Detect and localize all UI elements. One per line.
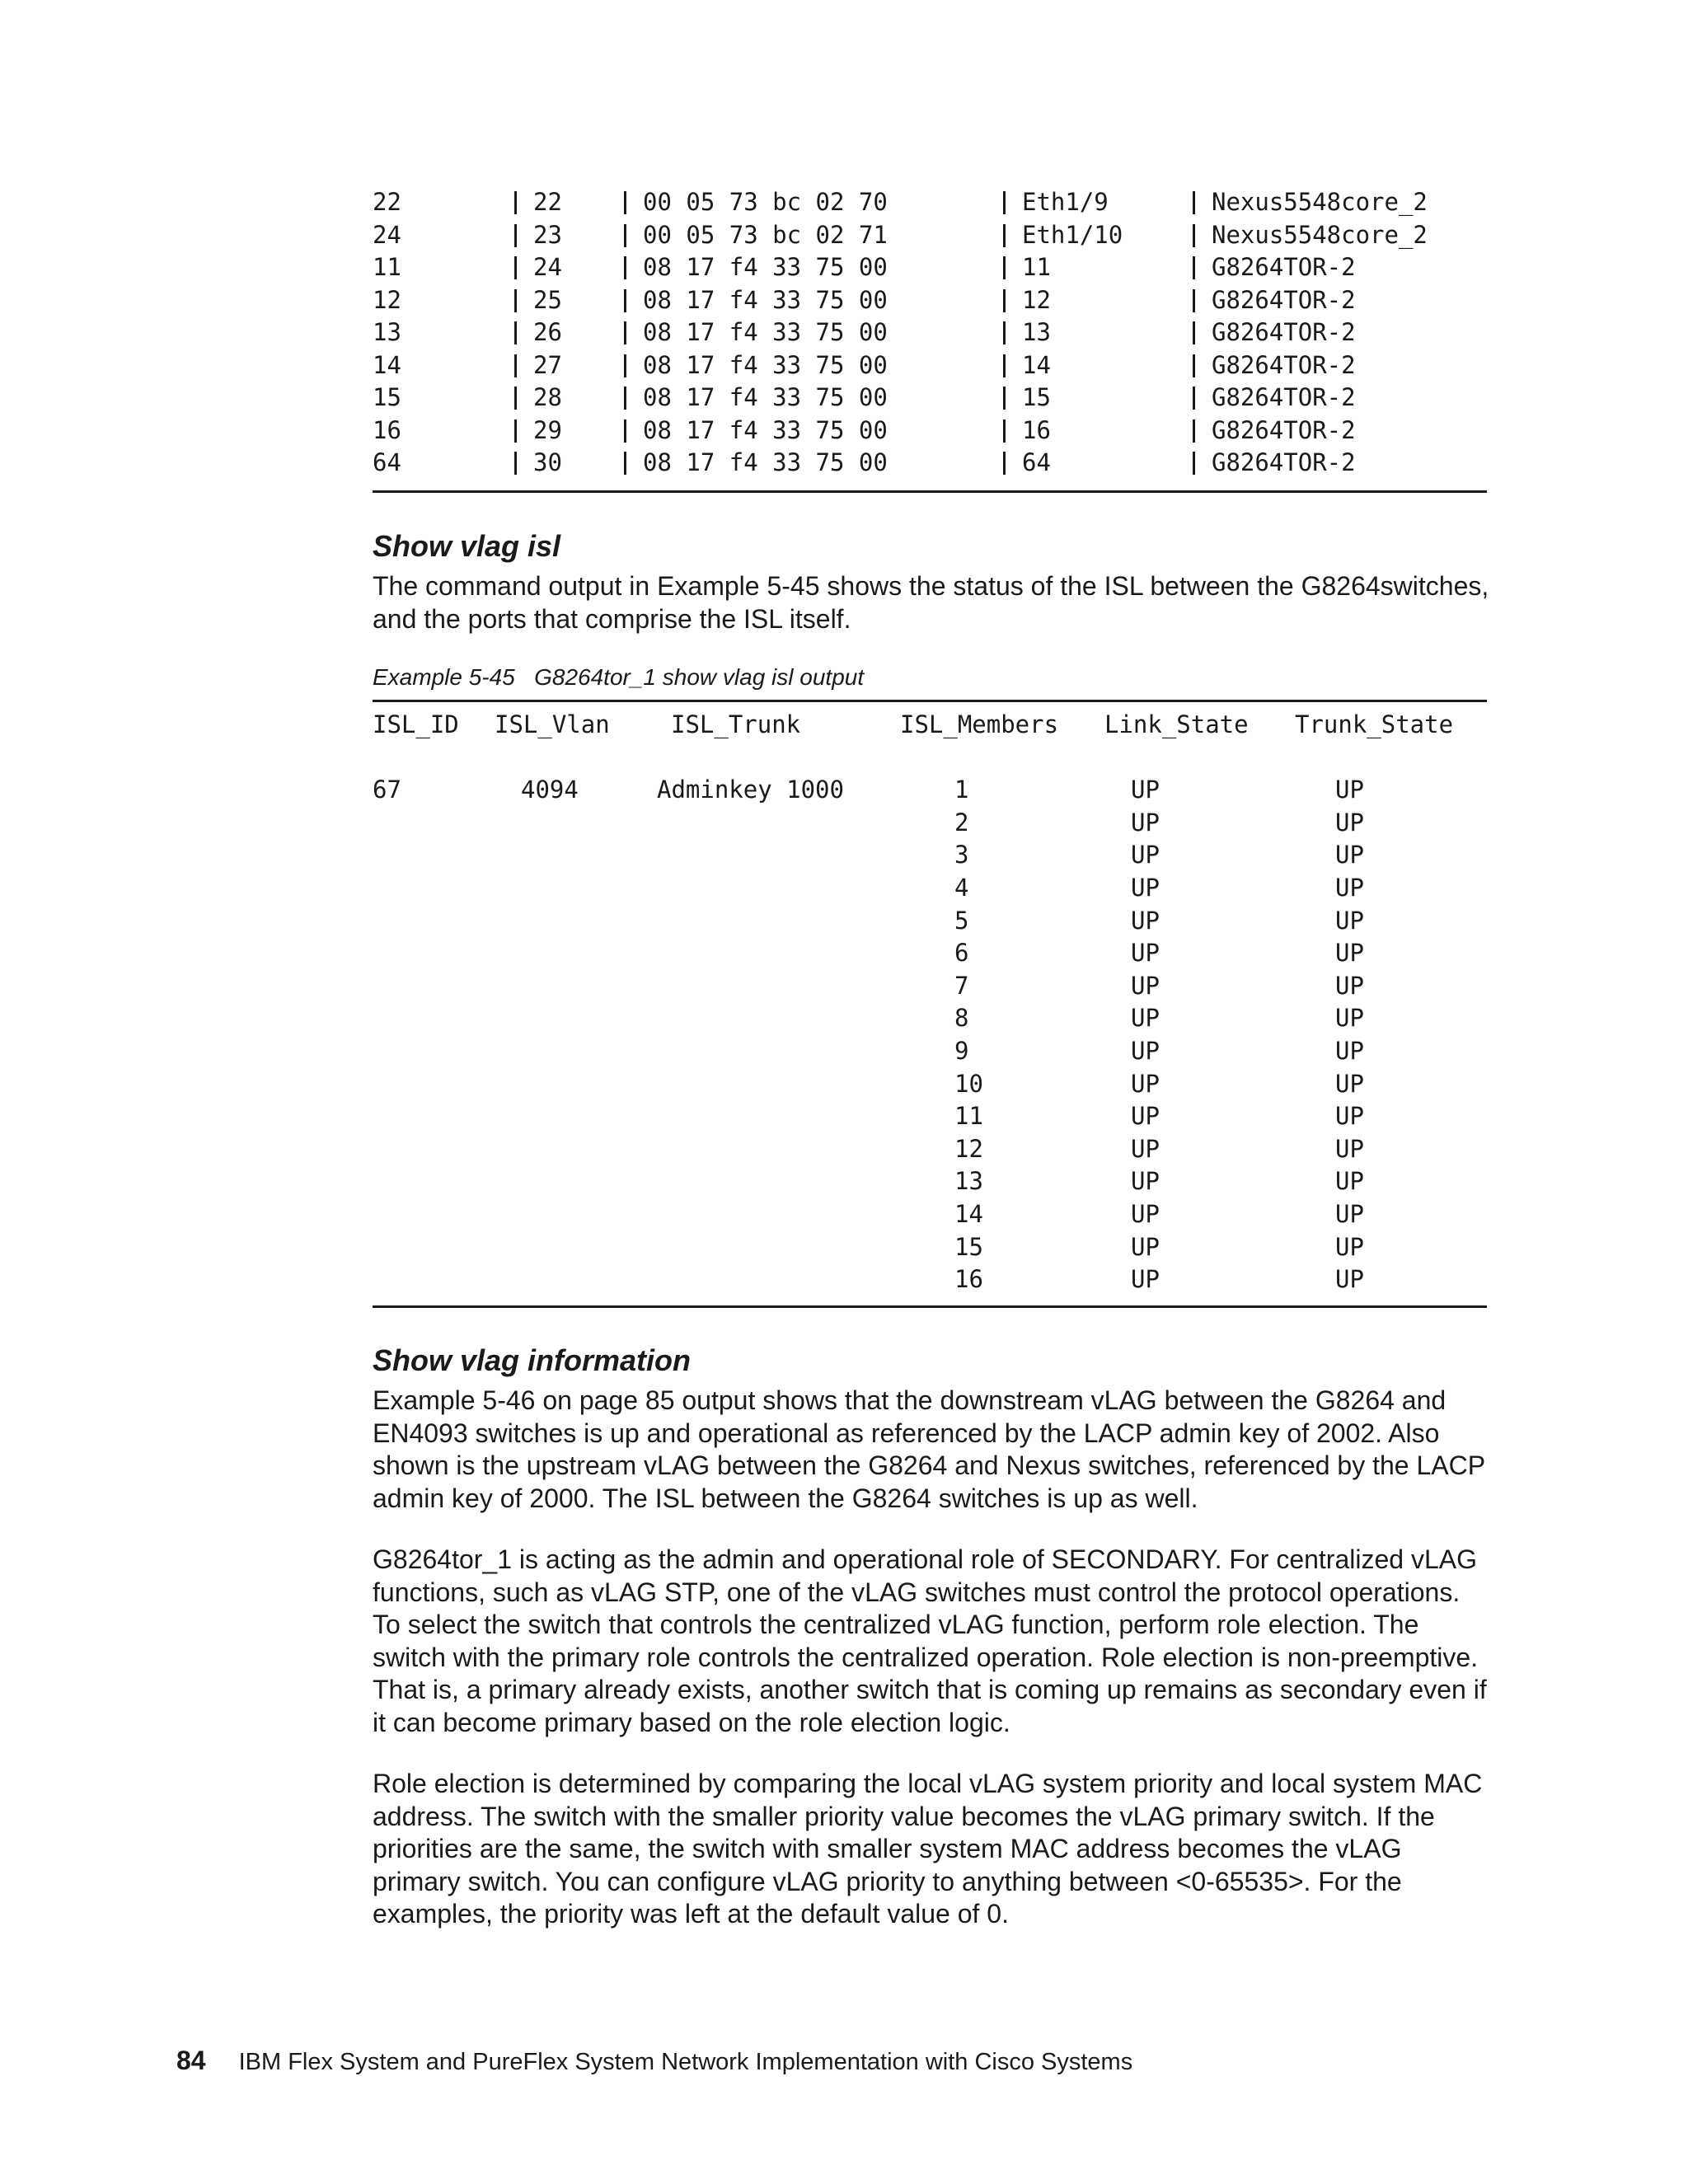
table-cell: Nexus5548core_2: [1212, 220, 1428, 249]
book-title: IBM Flex System and PureFlex System Network Implementation with Cisco Systems: [238, 2049, 1133, 2075]
table-row: [373, 415, 1487, 448]
table-cell: UP: [1335, 1167, 1364, 1196]
table-row: [373, 839, 1487, 872]
table-cell: UP: [1335, 1004, 1364, 1033]
column-header: Trunk_State: [1295, 710, 1454, 738]
table-row: [373, 186, 1487, 219]
table-cell: 12: [954, 1134, 983, 1163]
page-number: 84: [176, 2046, 206, 2075]
table-row: [373, 1068, 1487, 1101]
table-cell: 11: [373, 253, 401, 281]
table-cell: G8264TOR-2: [1212, 253, 1356, 281]
table-cell: UP: [1131, 939, 1160, 968]
table-cell: 13: [373, 318, 401, 346]
table-cell: 08 17 f4 33 75 00: [643, 318, 888, 346]
table-cell: UP: [1335, 1069, 1364, 1098]
table-cell: 16: [373, 415, 401, 444]
continued-table: [373, 186, 1487, 480]
table-cell: 64: [1022, 448, 1051, 476]
table-row: [373, 872, 1487, 905]
table-cell: 4: [954, 873, 969, 902]
table-row: [373, 1198, 1487, 1231]
table-cell: 25: [533, 285, 562, 314]
section-paragraph: G8264tor_1 is acting as the admin and operational role of SECONDARY. For centralized vLAG functions, such as vLAG STP, one of the vLAG switches must control the protocol operations. To select the switch that controls the centralized vLAG function, perform role election. The switch with the primary role controls the centralized operation. Role election is non-preemptive. That is, a primary already exists, another switch that is coming up remains as secondary even if it can become primary based on the role election logic.: [373, 1544, 1487, 1737]
table-cell: 14: [954, 1199, 983, 1228]
table-cell: UP: [1335, 841, 1364, 869]
table-cell: 14: [1022, 350, 1051, 379]
table-cell: 11: [1022, 253, 1051, 281]
table-cell: UP: [1335, 906, 1364, 935]
table-cell: 67: [373, 776, 401, 804]
table-row: [373, 1100, 1487, 1133]
table-row: [373, 1133, 1487, 1166]
table-cell: 29: [533, 415, 562, 444]
table-cell: 00 05 73 bc 02 71: [643, 220, 888, 249]
column-header: ISL_Vlan: [495, 710, 610, 738]
table-cell: 13: [954, 1167, 983, 1196]
table-cell: 64: [373, 448, 401, 476]
table-cell: 28: [533, 383, 562, 411]
table-row: [373, 905, 1487, 938]
table-row: [373, 382, 1487, 415]
table-cell: UP: [1335, 971, 1364, 1000]
table-cell: UP: [1131, 1199, 1160, 1228]
table-cell: 08 17 f4 33 75 00: [643, 350, 888, 379]
table-header-row: [373, 709, 1487, 742]
section-heading-vlag-information: Show vlag information: [373, 1343, 692, 1377]
column-header: ISL_ID: [373, 710, 459, 738]
column-header: Link_State: [1104, 710, 1249, 738]
table-cell: UP: [1335, 939, 1364, 968]
table-cell: UP: [1131, 1134, 1160, 1163]
table-cell: UP: [1131, 1036, 1160, 1065]
table-cell: 3: [954, 841, 969, 869]
table-cell: 12: [373, 285, 401, 314]
section-paragraph: The command output in Example 5-45 shows the status of the ISL between the G8264switches, and the ports that comprise the ISL itself.: [373, 571, 1489, 634]
example-top-rule: [373, 700, 1487, 702]
table-cell: 27: [533, 350, 562, 379]
example-caption: Example 5-45 G8264tor_1 show vlag isl output: [373, 664, 865, 690]
blank-row: [373, 742, 1487, 775]
table-row: [373, 1035, 1487, 1068]
table-row: [373, 349, 1487, 382]
table-cell: G8264TOR-2: [1212, 285, 1356, 314]
table-cell: 00 05 73 bc 02 70: [643, 188, 888, 216]
table-cell: 15: [954, 1232, 983, 1261]
table-cell: 7: [954, 971, 969, 1000]
table-cell: 22: [373, 188, 401, 216]
table-cell: UP: [1131, 1232, 1160, 1261]
table-cell: UP: [1131, 1167, 1160, 1196]
table-cell: 08 17 f4 33 75 00: [643, 285, 888, 314]
column-header: ISL_Members: [900, 710, 1059, 738]
table-row: [373, 1002, 1487, 1035]
table-cell: 16: [954, 1265, 983, 1294]
table-row: [373, 251, 1487, 284]
table-cell: G8264TOR-2: [1212, 415, 1356, 444]
table-cell: G8264TOR-2: [1212, 448, 1356, 476]
table-row: [373, 774, 1487, 807]
table-row: [373, 1165, 1487, 1198]
table-cell: UP: [1131, 906, 1160, 935]
table-cell: UP: [1335, 808, 1364, 837]
table-cell: UP: [1131, 971, 1160, 1000]
table-cell: 5: [954, 906, 969, 935]
table-cell: 4094: [521, 776, 579, 804]
table-cell: UP: [1131, 808, 1160, 837]
section-heading-vlag-isl: Show vlag isl: [373, 529, 561, 563]
table-cell: UP: [1335, 1134, 1364, 1163]
table-cell: 24: [373, 220, 401, 249]
table-cell: UP: [1131, 873, 1160, 902]
table-cell: 08 17 f4 33 75 00: [643, 415, 888, 444]
table-cell: Nexus5548core_2: [1212, 188, 1428, 216]
table-cell: 6: [954, 939, 969, 968]
table-cell: Adminkey 1000: [657, 776, 844, 804]
table-cell: 16: [1022, 415, 1051, 444]
table-cell: G8264TOR-2: [1212, 350, 1356, 379]
page-footer: [176, 2046, 1132, 2076]
table-cell: 22: [533, 188, 562, 216]
table-cell: 13: [1022, 318, 1051, 346]
table-cell: 23: [533, 220, 562, 249]
column-header: ISL_Trunk: [671, 710, 801, 738]
table-cell: Eth1/9: [1022, 188, 1109, 216]
table-cell: Eth1/10: [1022, 220, 1123, 249]
table-cell: 26: [533, 318, 562, 346]
table-cell: UP: [1335, 873, 1364, 902]
isl-output-table: [373, 709, 1487, 1296]
table-cell: UP: [1335, 1265, 1364, 1294]
table-row: [373, 284, 1487, 317]
table-cell: 8: [954, 1004, 969, 1033]
table-row: [373, 1231, 1487, 1264]
table-row: [373, 1263, 1487, 1296]
table-cell: UP: [1335, 1102, 1364, 1131]
table-cell: UP: [1131, 776, 1160, 804]
table-cell: UP: [1131, 1069, 1160, 1098]
table-cell: UP: [1335, 776, 1364, 804]
table-cell: UP: [1335, 1199, 1364, 1228]
table-row: [373, 937, 1487, 970]
table-cell: 9: [954, 1036, 969, 1065]
table-cell: UP: [1335, 1036, 1364, 1065]
section-paragraph: Example 5-46 on page 85 output shows that the downstream vLAG between the G8264 and EN4093 switches is up and operational as referenced by the LACP admin key of 2002. Also shown is the upstream vLAG between the G8264 and Nexus switches, referenced by the LACP admin key of 2000. The ISL between the G8264 switches is up as well.: [373, 1385, 1485, 1513]
table-cell: 08 17 f4 33 75 00: [643, 448, 888, 476]
table-cell: 15: [1022, 383, 1051, 411]
table-cell: 11: [954, 1102, 983, 1131]
table-cell: UP: [1131, 841, 1160, 869]
table-cell: UP: [1131, 1102, 1160, 1131]
table-cell: 2: [954, 808, 969, 837]
table-cell: 30: [533, 448, 562, 476]
table-row: [373, 447, 1487, 480]
table-cell: 24: [533, 253, 562, 281]
table-cell: 15: [373, 383, 401, 411]
table-cell: UP: [1131, 1265, 1160, 1294]
table-cell: UP: [1335, 1232, 1364, 1261]
table-cell: 10: [954, 1069, 983, 1098]
table-cell: G8264TOR-2: [1212, 383, 1356, 411]
table-row: [373, 970, 1487, 1003]
table-cell: UP: [1131, 1004, 1160, 1033]
table-bottom-rule: [373, 490, 1487, 493]
section-paragraph: Role election is determined by comparing the local vLAG system priority and local system MAC address. The switch with the smaller priority value becomes the vLAG primary switch. If the priorities are the same, the switch with smaller system MAC address becomes the vLAG primary switch. You can configure vLAG priority to anything between <0-65535>. For the examples, the priority was left at the default value of 0.: [373, 1769, 1483, 1929]
example-bottom-rule: [373, 1305, 1487, 1308]
table-cell: 08 17 f4 33 75 00: [643, 383, 888, 411]
table-cell: 14: [373, 350, 401, 379]
table-row: [373, 316, 1487, 349]
table-row: [373, 807, 1487, 840]
table-cell: 08 17 f4 33 75 00: [643, 253, 888, 281]
table-row: [373, 219, 1487, 252]
table-cell: G8264TOR-2: [1212, 318, 1356, 346]
table-cell: 1: [954, 776, 969, 804]
table-cell: 12: [1022, 285, 1051, 314]
